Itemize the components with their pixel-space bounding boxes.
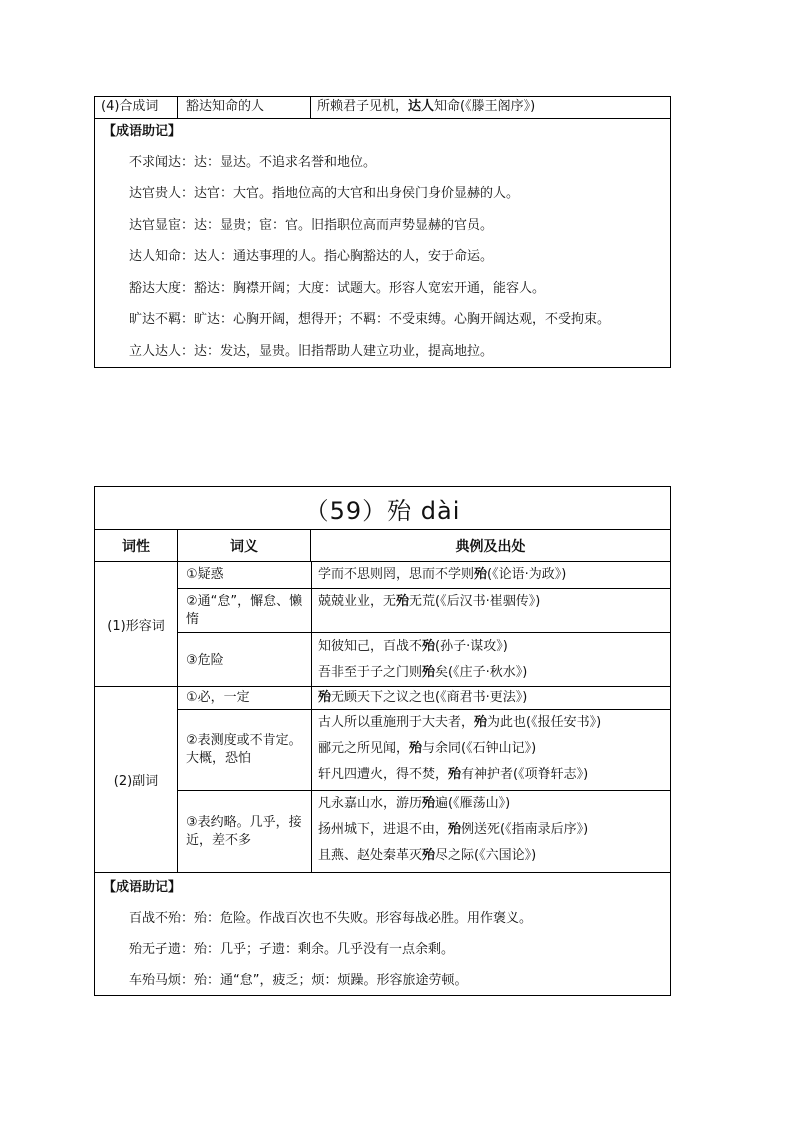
sense-meaning: ②通“怠”，懈怠、懒惰 (186, 593, 303, 627)
pos-cell: (4)合成词 (101, 99, 159, 114)
sense-meaning: ①疑惑 (186, 567, 224, 582)
meaning-cell: 豁达知命的人 (177, 97, 310, 118)
sense-examples (311, 687, 670, 709)
sense-examples (311, 589, 670, 632)
example-line: 且燕、赵处秦革灭殆尽之际(《六国论》) (318, 848, 537, 863)
sense-examples (311, 791, 670, 872)
sense-meaning: ②表测度或不肯定。大概，恐怕 (186, 733, 302, 766)
example-line: 吾非至于子之门则殆矣(《庄子·秋水》) (318, 665, 528, 680)
idiom-list (95, 147, 670, 368)
header-examples: 典例及出处 (310, 530, 670, 561)
sense-examples (311, 710, 670, 790)
sense-row (178, 790, 670, 872)
example-line: 扬州城下，进退不由，殆例送死(《指南录后序》) (318, 822, 589, 837)
idioms-label: 【成语助记】 (103, 880, 182, 895)
senses (177, 687, 670, 872)
idioms-label: 【成语助记】 (103, 124, 182, 139)
sense-row (178, 588, 670, 632)
example-line: 古人所以重施刑于大夫者，殆为此也(《报任安书》) (318, 715, 602, 730)
idiom-item: 达官显宦：达：显贵；宦：官。旧指职位高而声势显赫的官员。 (129, 217, 494, 233)
example-line: 殆无顾天下之议之也(《商君书·更法》) (318, 690, 528, 705)
pos-group-adverb (95, 687, 670, 873)
example-line: 知彼知己，百战不殆(孙子·谋攻》) (318, 639, 508, 654)
sense-row (178, 687, 670, 709)
table-row (95, 97, 670, 119)
sense-row (178, 632, 670, 688)
sense-examples (311, 562, 670, 588)
table-continuation (94, 96, 671, 368)
example-line: 郦元之所见闻，殆与余同(《石钟山记》) (318, 741, 537, 756)
idiom-item: 不求闻达：达：显达。不追求名誉和地位。 (129, 154, 377, 170)
idiom-list (95, 903, 670, 996)
idiom-item: 达人知命：达人：通达事理的人。指心胸豁达的人，安于命运。 (129, 249, 494, 265)
pos-label: (2)副词 (113, 774, 159, 789)
idiom-item: 旷达不羁：旷达：心胸开阔，想得开；不羁：不受束缚。心胸开阔达观，不受拘束。 (129, 312, 611, 328)
header-pos: 词性 (122, 538, 150, 555)
pos-group-adjective (95, 562, 670, 687)
idiom-item: 百战不殆：殆：危险。作战百次也不失败。形容每战必胜。用作褒义。 (129, 910, 533, 926)
example-line: 兢兢业业，无殆无荒(《后汉书·崔骃传》) (318, 594, 541, 609)
example-cell: 所赖君子见机，达人知命(《滕王阁序》) (310, 97, 670, 118)
example-line: 凡永嘉山水，游历殆遍(《雁荡山》) (318, 796, 511, 811)
sense-row (178, 562, 670, 588)
sense-examples (311, 633, 670, 688)
senses (177, 562, 670, 686)
header-meaning: 词义 (177, 530, 310, 561)
sense-meaning: ③表约略。几乎，接近，差不多 (186, 814, 302, 848)
idiom-item: 达官贵人：达官：大官。指地位高的大官和出身侯门身价显赫的人。 (129, 186, 520, 202)
pos-label: (1)形容词 (107, 618, 165, 634)
sense-row (178, 709, 670, 790)
entry-title: （59）殆 dài (95, 487, 670, 530)
header-row (95, 530, 670, 562)
idiom-item: 立人达人：达：发达，显贵。旧指帮助人建立功业，提高地拉。 (129, 343, 494, 359)
idiom-item: 豁达大度：豁达：胸襟开阔；大度：试题大。形容人宽宏开通，能容人。 (129, 280, 546, 296)
sense-meaning: ③危险 (186, 652, 224, 668)
example-line: 轩凡四遭火，得不焚，殆有神护者(《项脊轩志》) (318, 767, 589, 782)
sense-meaning: ①必，一定 (186, 690, 250, 705)
entry-table-dai (94, 486, 671, 996)
idiom-item: 殆无孑遗：殆：几乎；孑遗：剩余。几乎没有一点余剩。 (129, 941, 455, 957)
example-line: 学而不思则罔，思而不学则殆(《论语·为政》) (318, 567, 567, 582)
idiom-item: 车殆马烦：殆：通“怠”，疲乏；烦：烦躁。形容旅途劳顿。 (129, 972, 468, 988)
